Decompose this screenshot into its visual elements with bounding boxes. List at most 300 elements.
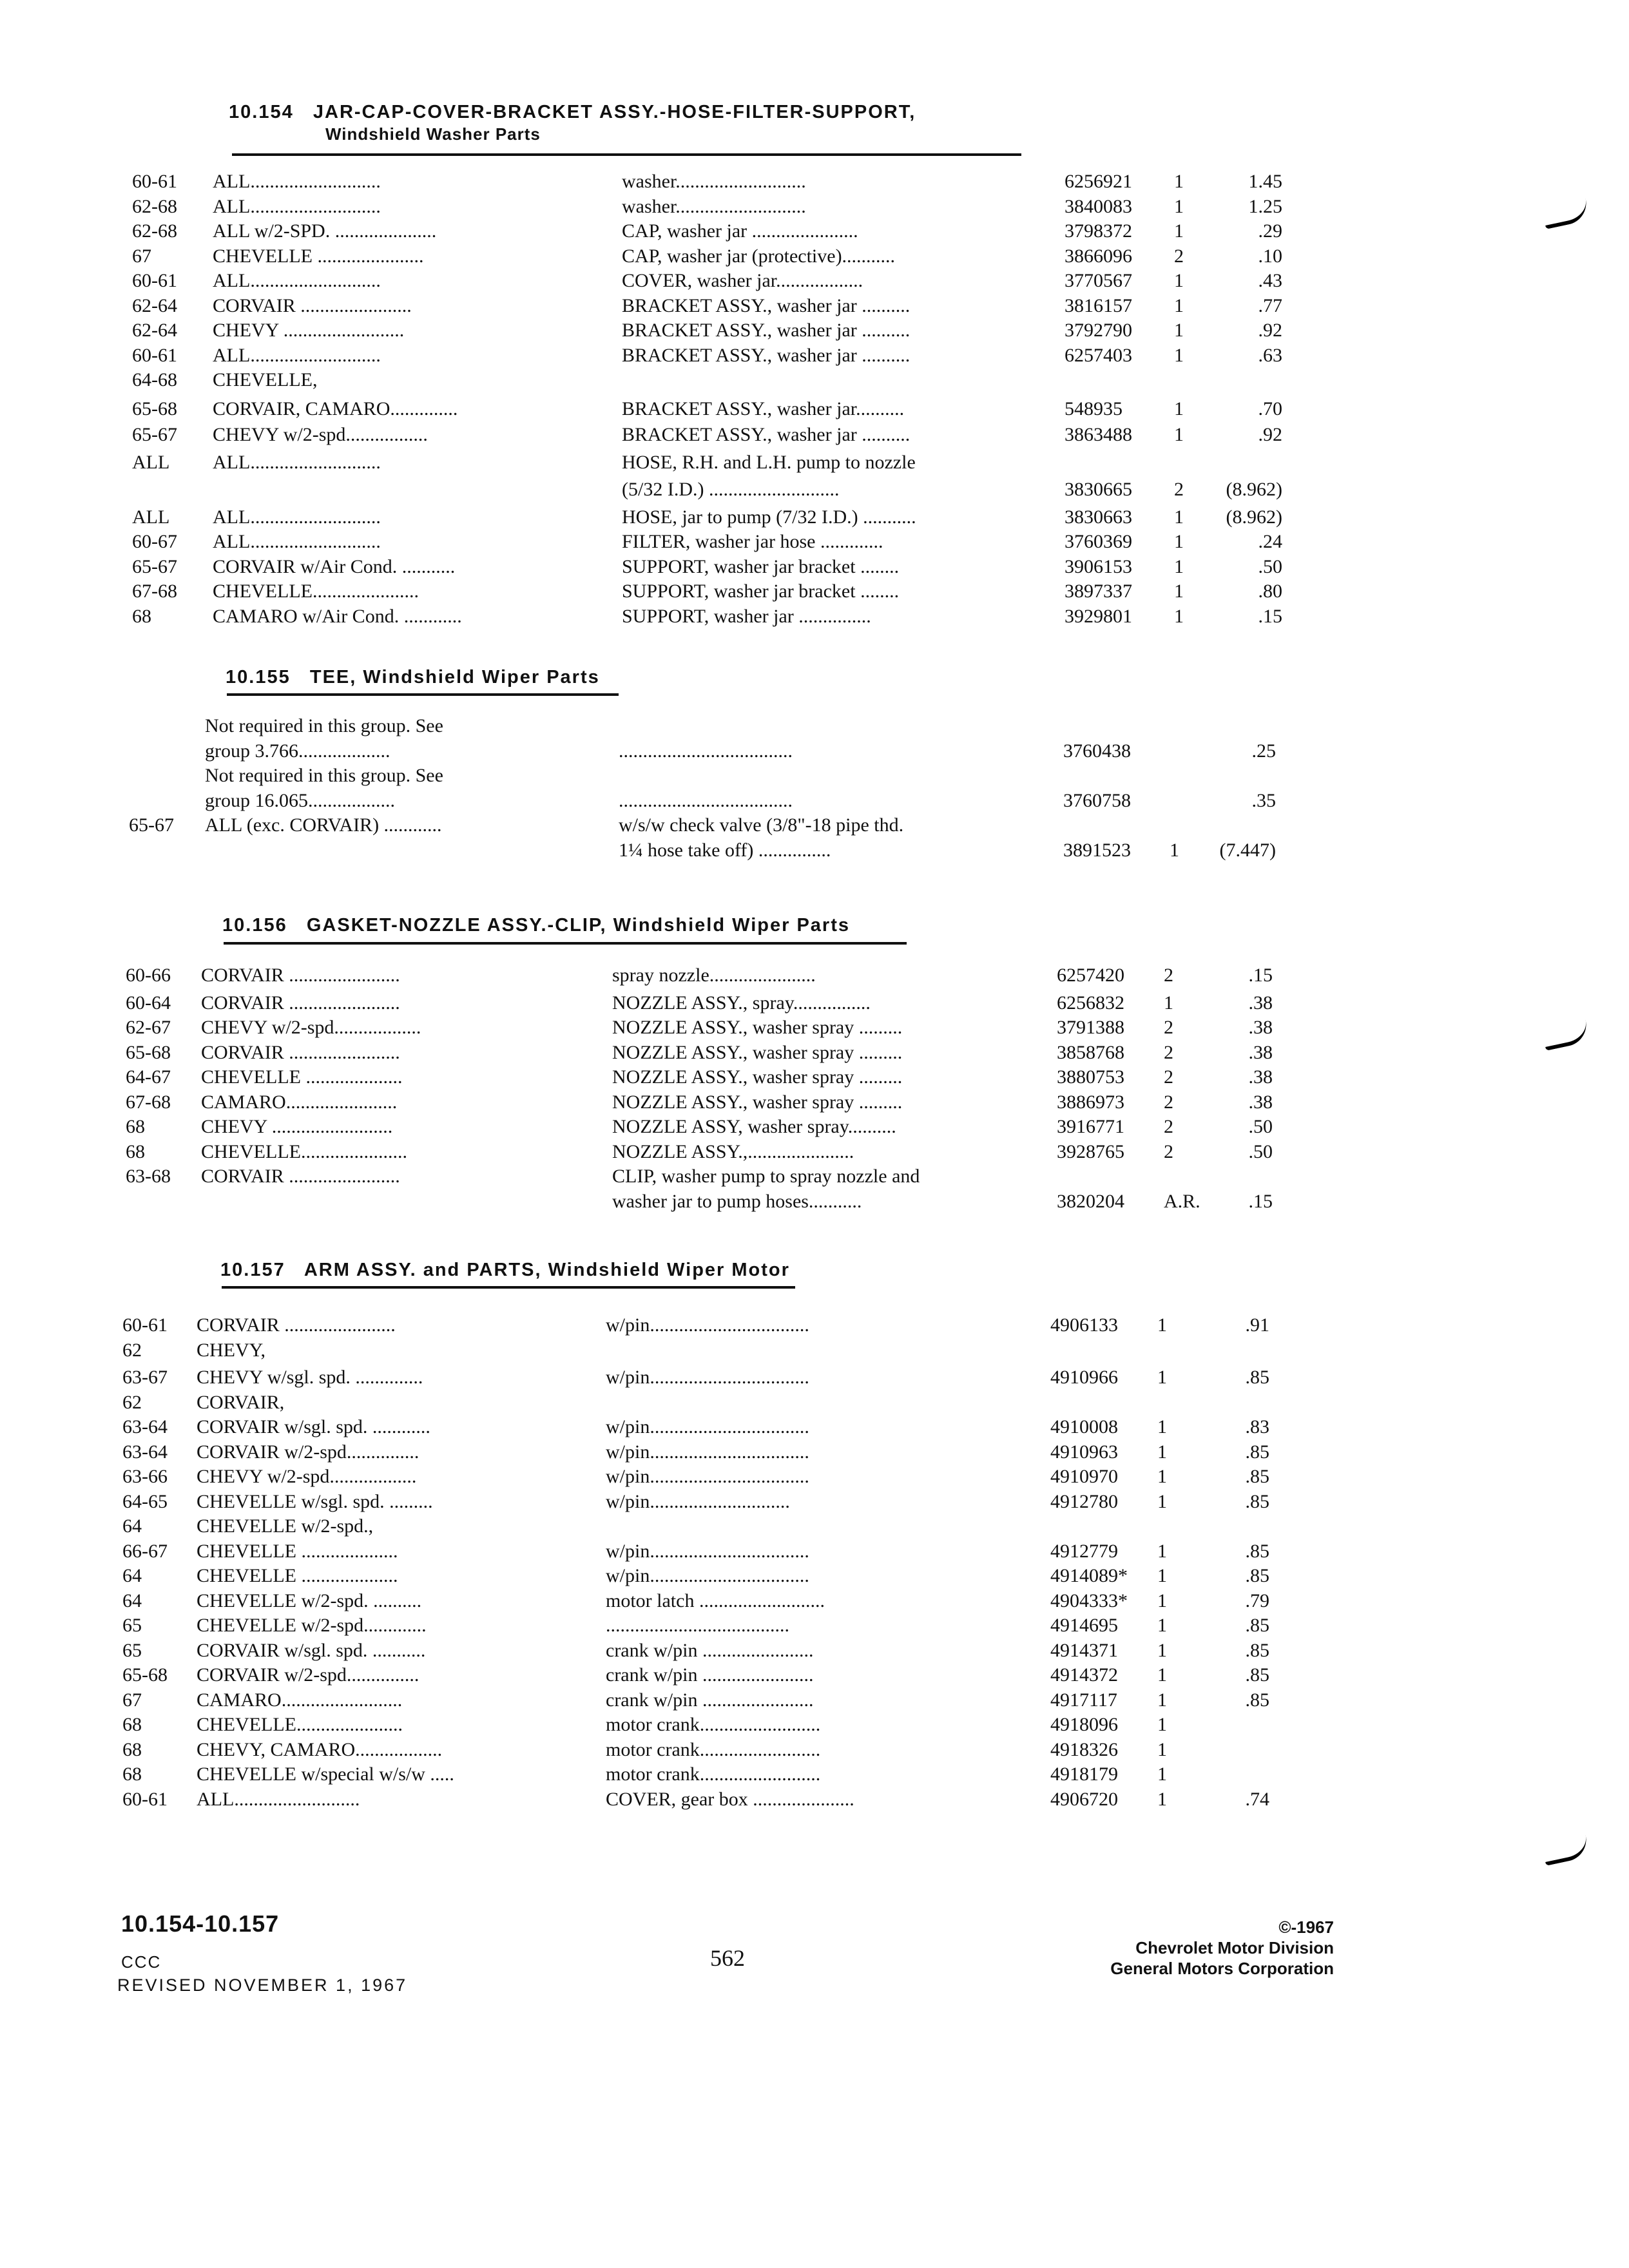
cell-model: CHEVELLE...................... xyxy=(213,581,419,602)
cell-part: 4914371 xyxy=(1050,1639,1118,1661)
cell-price: .50 xyxy=(1248,1140,1273,1162)
cell-part: 6256921 xyxy=(1065,171,1132,192)
cell-part: 4904333* xyxy=(1050,1590,1128,1611)
cell-desc: HOSE, jar to pump (7/32 I.D.) ........... xyxy=(622,506,916,528)
cell-model: CORVAIR ....................... xyxy=(197,1314,396,1336)
cell-part: 548935 xyxy=(1065,398,1123,419)
table-row xyxy=(0,196,1629,219)
table-row xyxy=(0,606,1629,629)
cell-price: 1.45 xyxy=(1248,171,1282,192)
table-row xyxy=(0,1367,1629,1390)
cell-qty: 1 xyxy=(1157,1540,1167,1562)
cell-model: CORVAIR w/sgl. spd. ............ xyxy=(197,1416,430,1437)
cell-part: 4918179 xyxy=(1050,1763,1118,1785)
cell-part: 3906153 xyxy=(1065,555,1132,577)
section-heading xyxy=(226,667,600,688)
cell-desc: w/pin................................. xyxy=(606,1314,809,1336)
cell-year: 63-68 xyxy=(126,1166,171,1187)
cell-qty: 1 xyxy=(1157,1441,1167,1463)
cell-desc: NOZZLE ASSY., spray................ xyxy=(612,992,871,1014)
cell-qty: 1 xyxy=(1157,1615,1167,1636)
table-row xyxy=(0,1466,1629,1489)
section-heading xyxy=(220,1260,790,1281)
table-row xyxy=(0,1491,1629,1514)
cell-qty: 1 xyxy=(1157,1367,1167,1388)
cell-model: ALL.......................... xyxy=(197,1788,360,1810)
cell-desc: NOZZLE ASSY., washer spray ......... xyxy=(612,1017,903,1038)
cell-part: 3820204 xyxy=(1057,1190,1124,1212)
cell-qty: 2 xyxy=(1174,479,1184,500)
cell-part: 3928765 xyxy=(1057,1140,1124,1162)
cell-price: .43 xyxy=(1258,270,1282,291)
cell-part: 3760369 xyxy=(1065,531,1132,552)
cell-part: 3830665 xyxy=(1065,479,1132,500)
cell-model: CORVAIR ....................... xyxy=(201,1166,400,1187)
cell-desc: washer........................... xyxy=(622,195,806,217)
cell-qty: 2 xyxy=(1164,1116,1173,1137)
cell-part: 4918326 xyxy=(1050,1738,1118,1760)
cell-price: .24 xyxy=(1258,531,1282,552)
table-row xyxy=(0,1664,1629,1687)
cell-year: 65-68 xyxy=(122,1664,168,1686)
cell-year: 65-68 xyxy=(126,1041,171,1063)
cell-desc: w/pin................................. xyxy=(606,1540,809,1562)
cell-model: CAMARO......................... xyxy=(197,1689,403,1711)
cell-desc: NOZZLE ASSY., washer spray ......... xyxy=(612,1066,903,1088)
cell-price: .80 xyxy=(1258,581,1282,602)
cell-model: ALL (exc. CORVAIR) ............ xyxy=(205,814,442,836)
cell-year: 60-61 xyxy=(132,344,177,366)
cell-desc: crank w/pin ....................... xyxy=(606,1689,814,1711)
table-row xyxy=(0,1191,1629,1214)
cell-price: .85 xyxy=(1245,1689,1269,1711)
cell-desc: crank w/pin ....................... xyxy=(606,1639,814,1661)
table-row xyxy=(0,790,1629,813)
cell-desc: SUPPORT, washer jar bracket ........ xyxy=(622,555,900,577)
cell-model: CHEVY w/2-spd................. xyxy=(213,424,428,445)
cell-part: 4918096 xyxy=(1050,1714,1118,1735)
division-name: Chevrolet Motor Division xyxy=(1135,1938,1334,1957)
cell-part: 4910963 xyxy=(1050,1441,1118,1463)
cell-year: 63-66 xyxy=(122,1466,168,1487)
table-row xyxy=(0,1763,1629,1787)
cell-price: .85 xyxy=(1245,1367,1269,1388)
cell-year: 62 xyxy=(122,1339,142,1361)
cell-desc: BRACKET ASSY., washer jar .......... xyxy=(622,294,911,316)
cell-year: 64-68 xyxy=(132,369,177,390)
cell-price: .85 xyxy=(1245,1565,1269,1586)
cell-part: 3886973 xyxy=(1057,1091,1124,1113)
cell-model: CORVAIR w/Air Cond. ........... xyxy=(213,555,456,577)
cell-part: 6257420 xyxy=(1057,965,1124,986)
section-rule xyxy=(222,1286,795,1289)
cell-part: 3770567 xyxy=(1065,270,1132,291)
cell-model: ALL w/2-SPD. ..................... xyxy=(213,220,437,242)
cell-part: 3891523 xyxy=(1063,839,1131,861)
table-row xyxy=(0,556,1629,579)
section-number: 10.156 xyxy=(222,915,287,936)
cell-year: 65 xyxy=(122,1615,142,1636)
cell-year: 64-65 xyxy=(122,1490,168,1512)
cell-part: 3792790 xyxy=(1065,320,1132,341)
cell-part: 4917117 xyxy=(1050,1689,1117,1711)
cell-price: .50 xyxy=(1248,1116,1273,1137)
table-row xyxy=(0,171,1629,194)
cell-year: 68 xyxy=(132,605,151,627)
cell-qty: 1 xyxy=(1174,294,1184,316)
cell-qty: 1 xyxy=(1157,1466,1167,1487)
table-row xyxy=(0,270,1629,293)
cell-desc: motor crank......................... xyxy=(606,1763,821,1785)
cell-price: 1.25 xyxy=(1248,195,1282,217)
cell-year: 68 xyxy=(122,1763,142,1785)
cell-qty: 1 xyxy=(1157,1788,1167,1810)
cell-qty: 1 xyxy=(1157,1763,1167,1785)
table-row xyxy=(0,715,1629,738)
cell-model: CORVAIR ....................... xyxy=(201,965,400,986)
cell-model: CHEVY w/sgl. spd. .............. xyxy=(197,1367,423,1388)
cell-year: 62-68 xyxy=(132,195,177,217)
cell-qty: 1 xyxy=(1164,992,1173,1014)
cell-part: 4912779 xyxy=(1050,1540,1118,1562)
cell-year: 63-64 xyxy=(122,1416,168,1437)
table-row xyxy=(0,506,1629,530)
cell-qty: 2 xyxy=(1164,1017,1173,1038)
cell-part: 3791388 xyxy=(1057,1017,1124,1038)
table-row xyxy=(0,369,1629,392)
cell-model: CHEVELLE w/2-spd., xyxy=(197,1515,374,1537)
cell-price: .74 xyxy=(1245,1788,1269,1810)
cell-price: .92 xyxy=(1258,424,1282,445)
cell-desc: BRACKET ASSY., washer jar.......... xyxy=(622,398,905,419)
cell-part: 4914695 xyxy=(1050,1615,1118,1636)
cell-qty: 1 xyxy=(1174,195,1184,217)
cell-qty: 1 xyxy=(1174,424,1184,445)
cell-price: .85 xyxy=(1245,1615,1269,1636)
cell-desc: NOZZLE ASSY., washer spray ......... xyxy=(612,1041,903,1063)
cell-model: Not required in this group. See xyxy=(205,765,443,786)
cell-model: ALL........................... xyxy=(213,270,381,291)
table-row xyxy=(0,452,1629,475)
cell-model: CHEVELLE .................... xyxy=(201,1066,403,1088)
table-row xyxy=(0,1416,1629,1439)
cell-desc: CLIP, washer pump to spray nozzle and xyxy=(612,1166,920,1187)
table-row xyxy=(0,740,1629,764)
cell-price: .15 xyxy=(1248,1190,1273,1212)
cell-model: CHEVELLE .................... xyxy=(197,1540,398,1562)
section-rule xyxy=(232,153,1021,156)
table-row xyxy=(0,295,1629,318)
cell-qty: A.R. xyxy=(1164,1190,1200,1212)
cell-model: ALL........................... xyxy=(213,451,381,473)
cell-price: .50 xyxy=(1258,555,1282,577)
cell-price: .92 xyxy=(1258,320,1282,341)
cell-part: 4906720 xyxy=(1050,1788,1118,1810)
table-row xyxy=(0,220,1629,244)
cell-qty: 2 xyxy=(1164,1140,1173,1162)
cell-desc: spray nozzle...................... xyxy=(612,965,816,986)
cell-part: 3916771 xyxy=(1057,1116,1124,1137)
table-row xyxy=(0,1441,1629,1465)
cell-part: 4912780 xyxy=(1050,1490,1118,1512)
cell-desc: FILTER, washer jar hose ............. xyxy=(622,531,883,552)
cell-model: ALL........................... xyxy=(213,506,381,528)
cell-price: .83 xyxy=(1245,1416,1269,1437)
cell-year: 64 xyxy=(122,1565,142,1586)
cell-qty: 2 xyxy=(1164,965,1173,986)
section-heading xyxy=(229,102,916,144)
cell-desc: COVER, gear box ..................... xyxy=(606,1788,854,1810)
cell-desc: BRACKET ASSY., washer jar .......... xyxy=(622,424,911,445)
cell-desc: CAP, washer jar ...................... xyxy=(622,220,858,242)
table-row xyxy=(0,1515,1629,1539)
cell-part: 3929801 xyxy=(1065,605,1132,627)
section-rule xyxy=(224,942,907,945)
table-row xyxy=(0,1141,1629,1164)
cell-model: CORVAIR ....................... xyxy=(213,294,412,316)
cell-qty: 2 xyxy=(1174,245,1184,267)
cell-desc: crank w/pin ....................... xyxy=(606,1664,814,1686)
cell-year: ALL xyxy=(132,451,170,473)
cell-part: 6257403 xyxy=(1065,344,1132,366)
section-subtitle: Windshield Washer Parts xyxy=(325,124,541,144)
cell-qty: 1 xyxy=(1157,1714,1167,1735)
cell-year: 62 xyxy=(122,1391,142,1413)
cell-qty: 1 xyxy=(1174,320,1184,341)
cell-part: 4910966 xyxy=(1050,1367,1118,1388)
cell-part: 3858768 xyxy=(1057,1041,1124,1063)
revision-date: REVISED NOVEMBER 1, 1967 xyxy=(117,1975,408,1995)
catalog-code: CCC xyxy=(121,1952,162,1972)
cell-year: 62-67 xyxy=(126,1017,171,1038)
cell-year: 60-61 xyxy=(122,1314,168,1336)
table-row xyxy=(0,1615,1629,1638)
cell-qty: 1 xyxy=(1157,1639,1167,1661)
cell-year: 67 xyxy=(132,245,151,267)
cell-price: .35 xyxy=(1251,789,1276,811)
cell-desc: w/pin................................. xyxy=(606,1416,809,1437)
table-row xyxy=(0,1739,1629,1762)
cell-price: .85 xyxy=(1245,1441,1269,1463)
table-row xyxy=(0,1565,1629,1588)
copyright-year: ©-1967 xyxy=(1278,1917,1334,1937)
table-row xyxy=(0,398,1629,421)
binder-mark xyxy=(1541,1835,1590,1866)
cell-year: 67-68 xyxy=(132,581,177,602)
cell-part: 6256832 xyxy=(1057,992,1124,1014)
cell-model: CHEVELLE w/2-spd. .......... xyxy=(197,1590,422,1611)
cell-model: ALL........................... xyxy=(213,531,381,552)
table-row xyxy=(0,1590,1629,1613)
cell-year: 65 xyxy=(122,1639,142,1661)
table-row xyxy=(0,965,1629,988)
cell-year: 62-64 xyxy=(132,294,177,316)
table-row xyxy=(0,1314,1629,1338)
cell-desc: washer jar to pump hoses........... xyxy=(612,1190,862,1212)
cell-price: .85 xyxy=(1245,1639,1269,1661)
cell-model: CORVAIR ....................... xyxy=(201,1041,400,1063)
cell-qty: 1 xyxy=(1174,506,1184,528)
cell-part: 3880753 xyxy=(1057,1066,1124,1088)
cell-qty: 1 xyxy=(1157,1416,1167,1437)
table-row xyxy=(0,1392,1629,1415)
cell-qty: 1 xyxy=(1174,171,1184,192)
section-rule xyxy=(227,693,619,696)
cell-desc: BRACKET ASSY., washer jar .......... xyxy=(622,320,911,341)
cell-year: 60-66 xyxy=(126,965,171,986)
cell-model: Not required in this group. See xyxy=(205,715,443,736)
table-row xyxy=(0,245,1629,269)
cell-year: 65-67 xyxy=(132,555,177,577)
cell-year: 60-67 xyxy=(132,531,177,552)
cell-model: CHEVELLE w/special w/s/w ..... xyxy=(197,1763,454,1785)
cell-part: 4910970 xyxy=(1050,1466,1118,1487)
cell-price: .70 xyxy=(1258,398,1282,419)
cell-price: (7.447) xyxy=(1219,839,1276,861)
table-row xyxy=(0,840,1629,863)
cell-model: CHEVY w/2-spd.................. xyxy=(197,1466,417,1487)
table-row xyxy=(0,1640,1629,1663)
cell-desc: w/pin................................. xyxy=(606,1565,809,1586)
cell-qty: 2 xyxy=(1164,1041,1173,1063)
cell-desc: washer........................... xyxy=(622,171,806,192)
cell-model: CHEVELLE w/2-spd............. xyxy=(197,1615,427,1636)
cell-model: CAMARO....................... xyxy=(201,1091,398,1113)
table-row xyxy=(0,531,1629,554)
cell-desc: SUPPORT, washer jar ............... xyxy=(622,605,871,627)
cell-part: 3866096 xyxy=(1065,245,1132,267)
cell-part: 4906133 xyxy=(1050,1314,1118,1336)
cell-year: 60-61 xyxy=(132,171,177,192)
cell-model: CHEVY ......................... xyxy=(201,1116,393,1137)
cell-model: ALL........................... xyxy=(213,195,381,217)
cell-desc: 1¼ hose take off) ............... xyxy=(619,839,831,861)
cell-year: 64 xyxy=(122,1590,142,1611)
cell-price: .15 xyxy=(1248,965,1273,986)
cell-qty: 1 xyxy=(1157,1738,1167,1760)
cell-price: (8.962) xyxy=(1226,479,1282,500)
cell-model: CORVAIR, xyxy=(197,1391,285,1413)
cell-model: CORVAIR w/2-spd............... xyxy=(197,1664,419,1686)
section-number: 10.155 xyxy=(226,667,291,687)
cell-price: (8.962) xyxy=(1226,506,1282,528)
cell-part: 4914372 xyxy=(1050,1664,1118,1686)
cell-price: .63 xyxy=(1258,344,1282,366)
cell-desc: NOZZLE ASSY.,...................... xyxy=(612,1140,854,1162)
cell-qty: 1 xyxy=(1174,398,1184,419)
section-heading xyxy=(222,915,850,936)
cell-year: 65-67 xyxy=(132,424,177,445)
cell-model: group 16.065.................. xyxy=(205,789,395,811)
cell-desc: HOSE, R.H. and L.H. pump to nozzle xyxy=(622,451,916,473)
cell-year: 63-64 xyxy=(122,1441,168,1463)
table-row xyxy=(0,1042,1629,1065)
cell-model: CHEVELLE ...................... xyxy=(213,245,424,267)
section-title: GASKET-NOZZLE ASSY.-CLIP, Windshield Wiper Parts xyxy=(306,915,851,936)
section-title: JAR-CAP-COVER-BRACKET ASSY.-HOSE-FILTER-SUPPORT, xyxy=(313,102,916,122)
table-row xyxy=(0,424,1629,447)
cell-part: 3897337 xyxy=(1065,581,1132,602)
cell-qty: 1 xyxy=(1157,1590,1167,1611)
cell-desc: w/pin................................. xyxy=(606,1466,809,1487)
cell-qty: 1 xyxy=(1157,1314,1167,1336)
cell-part: 3760438 xyxy=(1063,740,1131,762)
cell-year: 60-61 xyxy=(122,1788,168,1810)
cell-qty: 2 xyxy=(1164,1066,1173,1088)
cell-desc: w/pin................................. xyxy=(606,1367,809,1388)
cell-model: CORVAIR ....................... xyxy=(201,992,400,1014)
cell-part: 3863488 xyxy=(1065,424,1132,445)
cell-model: CHEVELLE .................... xyxy=(197,1565,398,1586)
cell-qty: 1 xyxy=(1157,1490,1167,1512)
table-row xyxy=(0,1166,1629,1189)
cell-price: .38 xyxy=(1248,1091,1273,1113)
cell-desc: SUPPORT, washer jar bracket ........ xyxy=(622,581,900,602)
table-row xyxy=(0,1541,1629,1564)
table-row xyxy=(0,1116,1629,1139)
cell-year: 66-67 xyxy=(122,1540,168,1562)
table-row xyxy=(0,1091,1629,1115)
cell-model: CHEVY, xyxy=(197,1339,265,1361)
cell-desc: w/s/w check valve (3/8"-18 pipe thd. xyxy=(619,814,904,836)
cell-desc: motor latch .......................... xyxy=(606,1590,825,1611)
cell-price: .38 xyxy=(1248,1017,1273,1038)
cell-part: 3760758 xyxy=(1063,789,1131,811)
table-row xyxy=(0,345,1629,368)
cell-year: 60-61 xyxy=(132,270,177,291)
cell-model: CHEVY ......................... xyxy=(213,320,405,341)
cell-desc: ...................................... xyxy=(606,1615,789,1636)
cell-year: 65-67 xyxy=(129,814,174,836)
cell-qty: 1 xyxy=(1174,581,1184,602)
cell-model: CHEVELLE...................... xyxy=(201,1140,407,1162)
cell-desc: w/pin................................. xyxy=(606,1441,809,1463)
cell-year: 65-68 xyxy=(132,398,177,419)
cell-model: CHEVELLE, xyxy=(213,369,318,390)
cell-year: 67 xyxy=(122,1689,142,1711)
cell-price: .29 xyxy=(1258,220,1282,242)
cell-model: ALL........................... xyxy=(213,171,381,192)
table-row xyxy=(0,1689,1629,1713)
table-row xyxy=(0,479,1629,502)
cell-price: .38 xyxy=(1248,1041,1273,1063)
group-range: 10.154-10.157 xyxy=(121,1910,280,1937)
cell-desc: COVER, washer jar.................. xyxy=(622,270,863,291)
cell-price: .38 xyxy=(1248,1066,1273,1088)
cell-desc: NOZZLE ASSY., washer spray ......... xyxy=(612,1091,903,1113)
cell-year: 62-68 xyxy=(132,220,177,242)
cell-year: 64 xyxy=(122,1515,142,1537)
publisher-block xyxy=(1083,1917,1334,1979)
table-row xyxy=(0,1789,1629,1812)
cell-year: 68 xyxy=(126,1116,145,1137)
cell-part: 4914089* xyxy=(1050,1565,1128,1586)
section-title: ARM ASSY. and PARTS, Windshield Wiper Motor xyxy=(304,1260,790,1280)
cell-desc: BRACKET ASSY., washer jar .......... xyxy=(622,344,911,366)
cell-qty: 1 xyxy=(1174,605,1184,627)
cell-model: CHEVELLE...................... xyxy=(197,1714,403,1735)
cell-price: .77 xyxy=(1258,294,1282,316)
cell-model: CORVAIR, CAMARO.............. xyxy=(213,398,458,419)
cell-part: 4910008 xyxy=(1050,1416,1118,1437)
section-number: 10.154 xyxy=(229,102,294,122)
cell-price: .10 xyxy=(1258,245,1282,267)
cell-qty: 1 xyxy=(1170,839,1179,861)
corporation-name: General Motors Corporation xyxy=(1110,1959,1334,1978)
table-row xyxy=(0,765,1629,788)
table-row xyxy=(0,1714,1629,1737)
cell-price: .85 xyxy=(1245,1490,1269,1512)
